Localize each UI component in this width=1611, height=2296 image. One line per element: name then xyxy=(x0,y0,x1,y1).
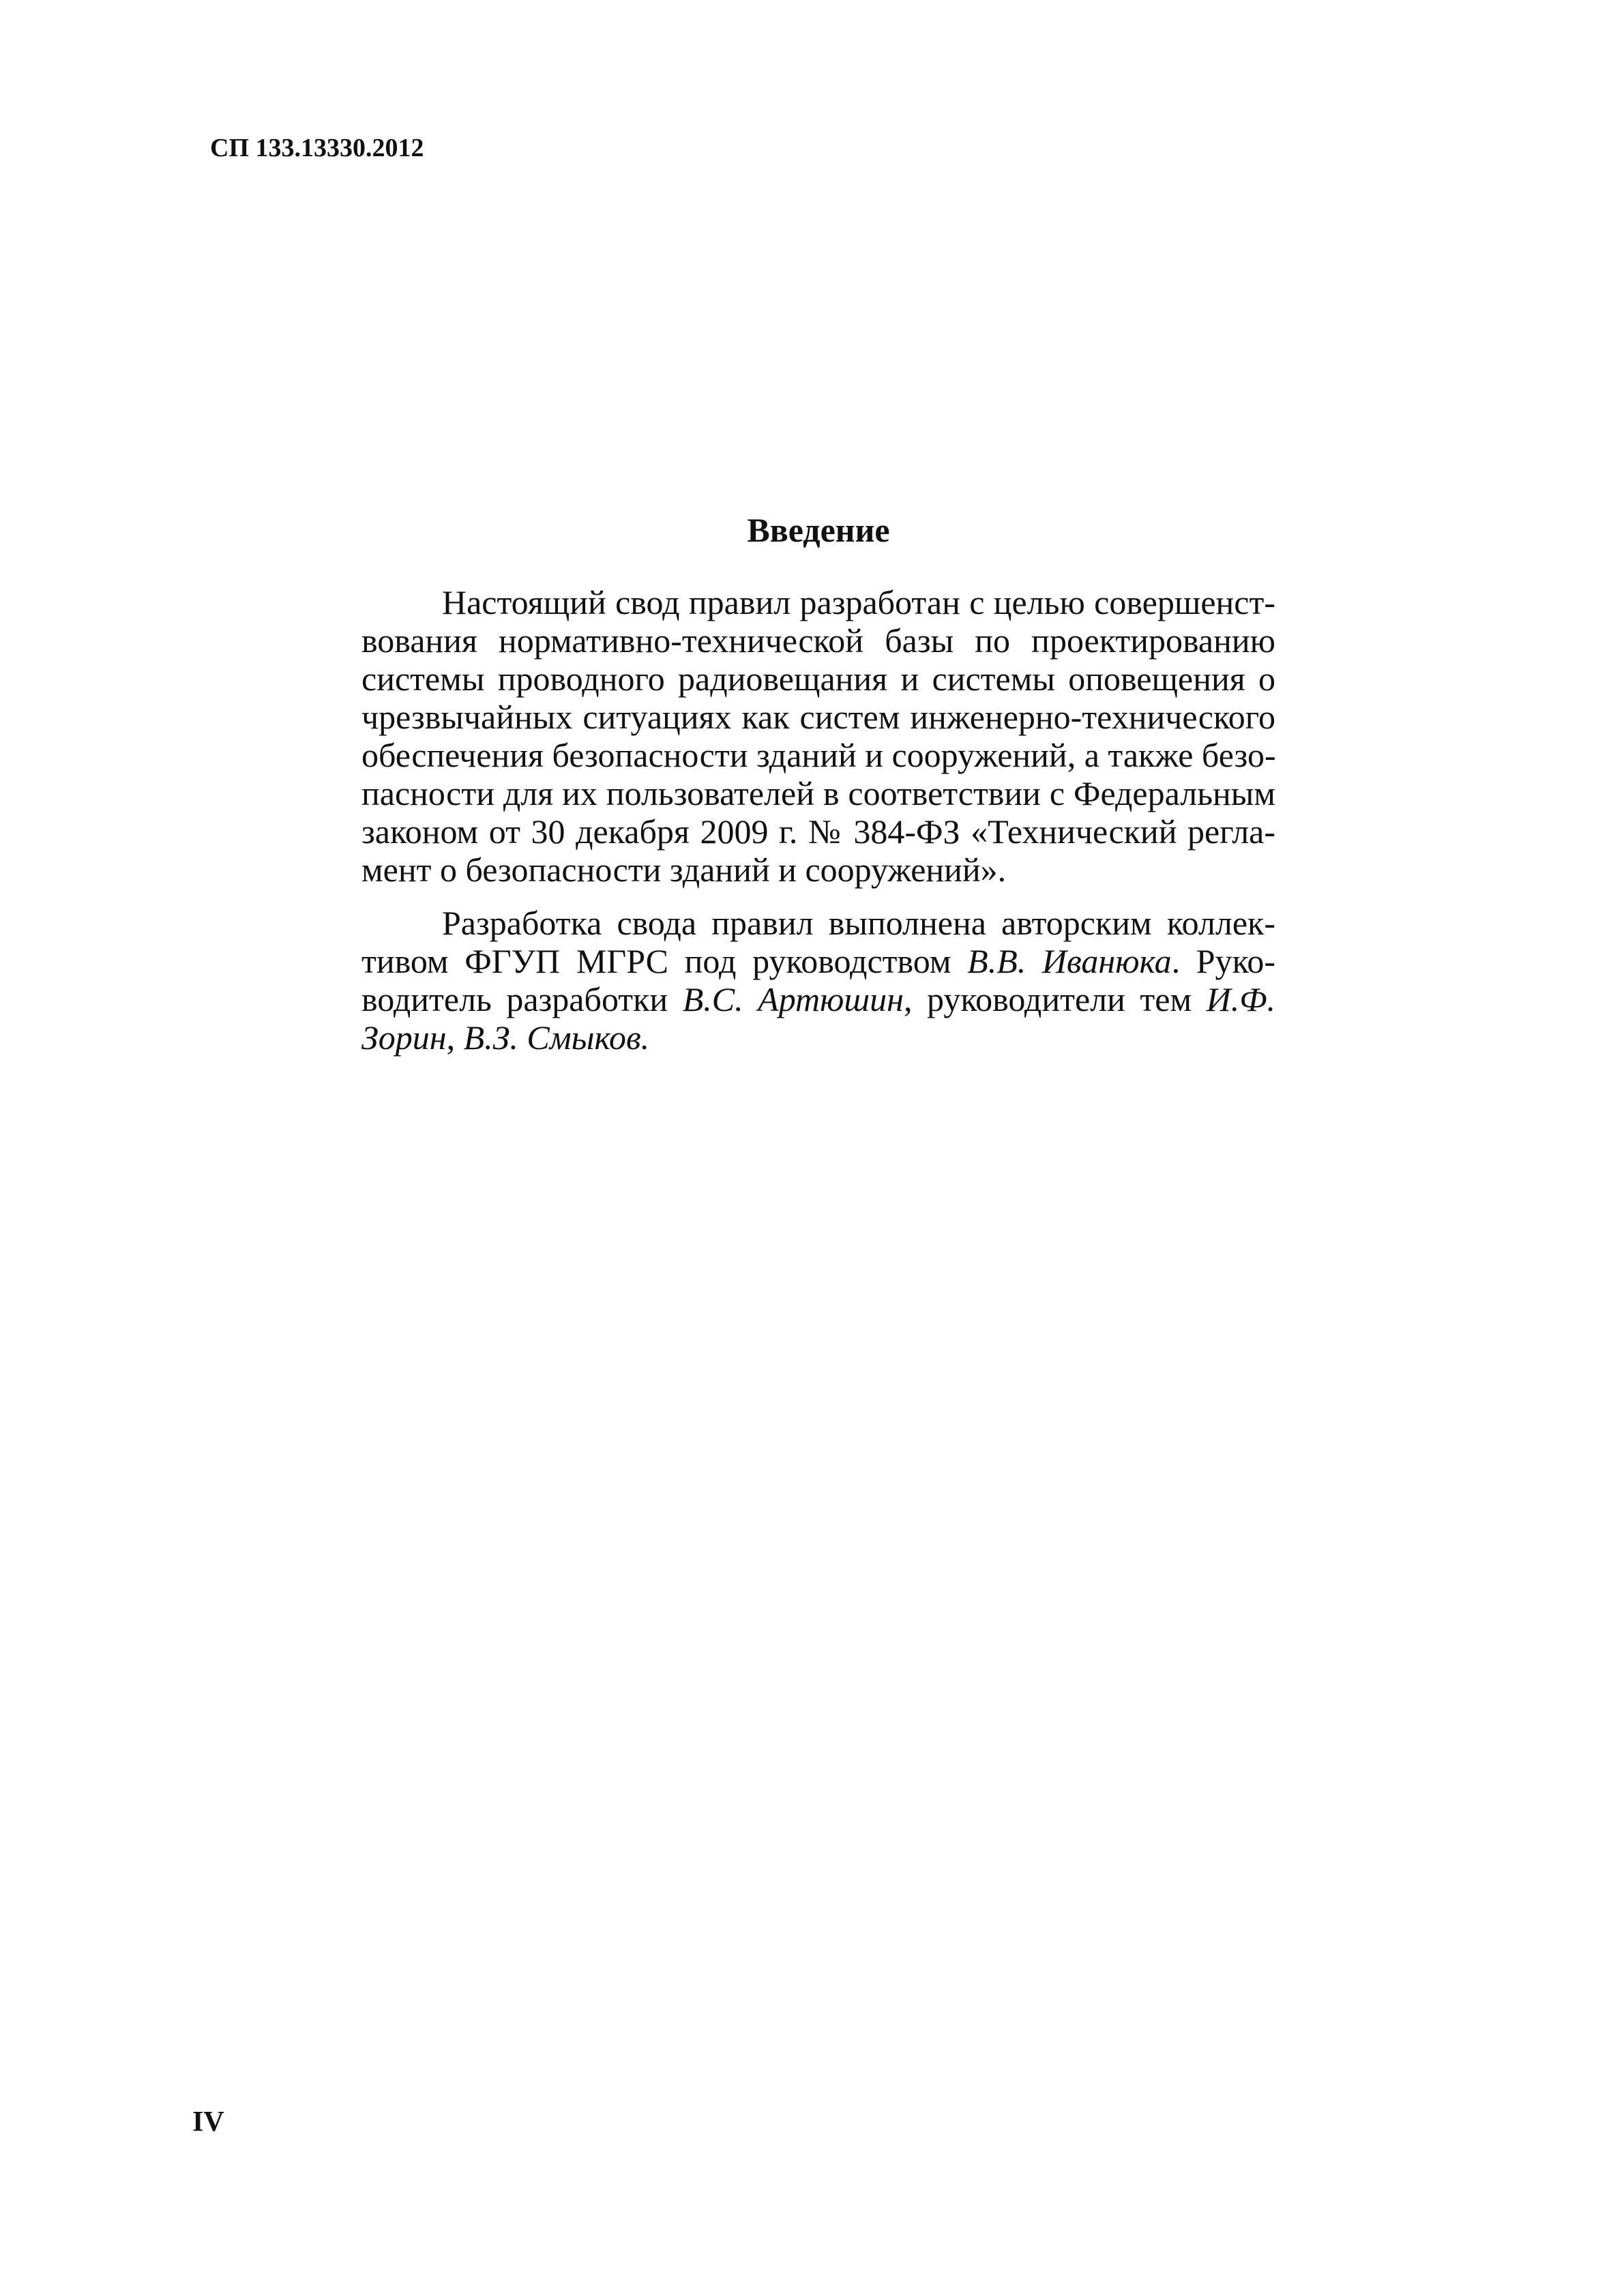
paragraph-line: чрезвычайных ситуациях как систем инженерно-технического xyxy=(361,698,1275,736)
paragraph-line: системы проводного радиовещания и системы оповещения о xyxy=(361,660,1275,698)
paragraph-authors xyxy=(361,904,1275,1057)
text-run: , xyxy=(446,1018,464,1057)
text-run: , руководители тем xyxy=(903,980,1207,1018)
paragraph-line: Настоящий свод правил разработан с целью совершенст- xyxy=(442,583,1275,621)
body-text xyxy=(361,583,1275,1057)
text-run: . xyxy=(640,1018,650,1057)
author-name: И.Ф. xyxy=(1206,980,1275,1018)
paragraph-line: пасности для их пользователей в соответствии с Федеральным xyxy=(361,774,1275,812)
paragraph-line: вования нормативно-технической базы по проектированию xyxy=(361,621,1275,660)
paragraph-line xyxy=(361,1018,1275,1057)
document-code: СП 133.13330.2012 xyxy=(210,134,424,162)
author-name: В.С. Артюшин xyxy=(682,980,904,1018)
author-name: В.З. Смыков xyxy=(463,1018,641,1057)
page-number: IV xyxy=(192,2106,224,2138)
text-run: тивом ФГУП МГРС под руководством xyxy=(361,942,968,980)
paragraph-purpose xyxy=(361,583,1275,889)
author-name: Зорин xyxy=(361,1018,447,1057)
paragraph-line xyxy=(361,942,1275,980)
text-run: . Руко- xyxy=(1171,942,1276,980)
paragraph-line: законом от 30 декабря 2009 г. № 384-ФЗ «Технический регла- xyxy=(361,812,1275,851)
paragraph-line: мент о безопасности зданий и сооружений». xyxy=(361,851,1007,889)
paragraph-line: обеспечения безопасности зданий и сооружений, а также безо- xyxy=(361,736,1276,774)
section-title: Введение xyxy=(747,511,890,549)
text-run: водитель разработки xyxy=(361,980,683,1018)
paragraph-line: Разработка свода правил выполнена авторским коллек- xyxy=(442,904,1275,942)
paragraph-line xyxy=(361,980,1275,1018)
author-name: В.В. Иванюка xyxy=(967,942,1172,980)
